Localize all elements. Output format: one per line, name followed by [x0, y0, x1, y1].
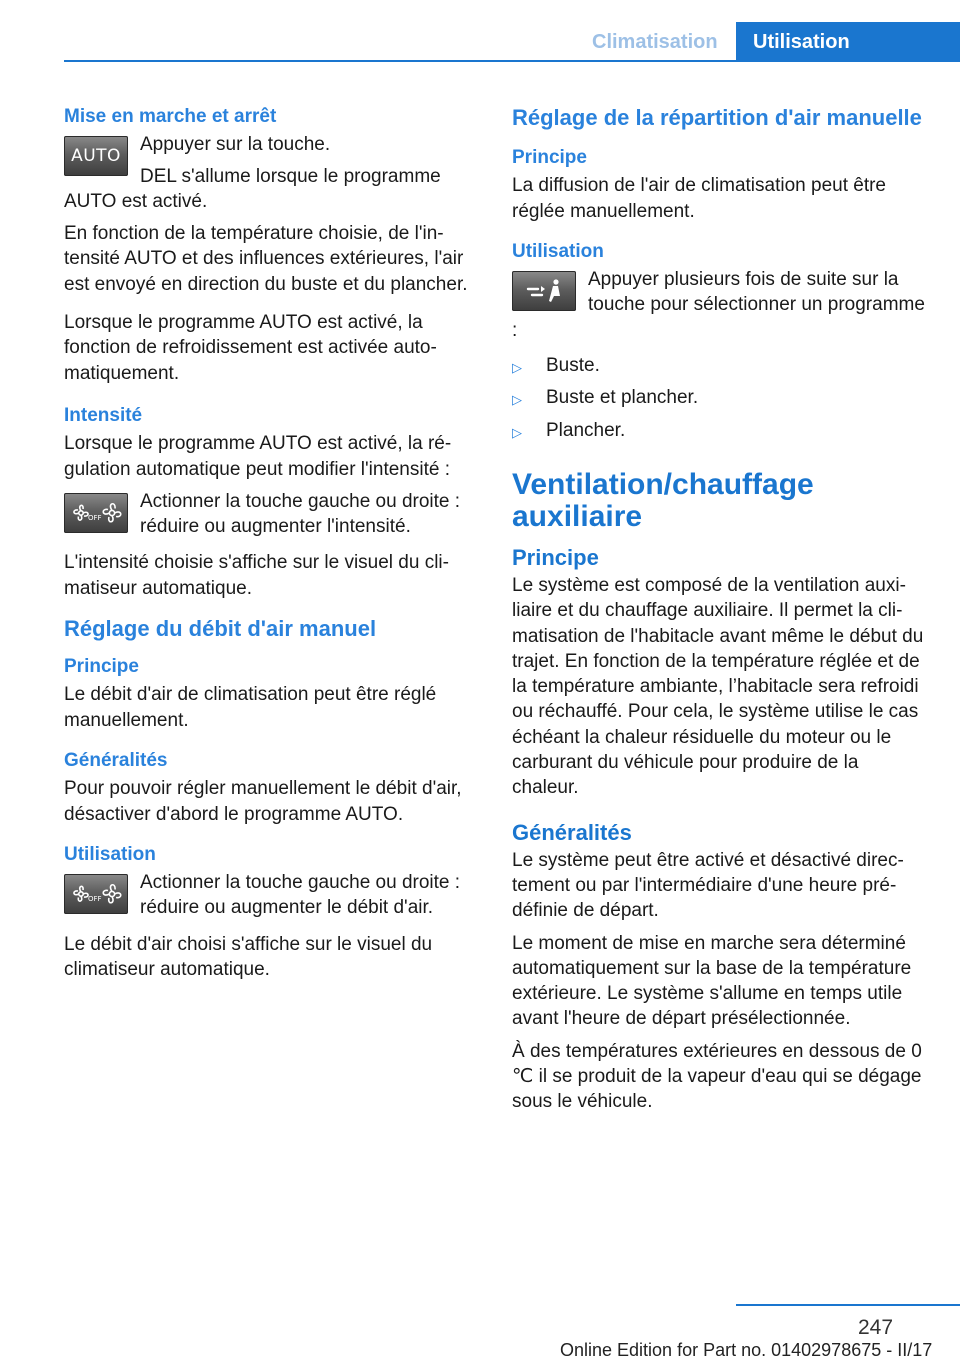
debit-principe-paragraph: Le débit d'air de climatisation peut être réglé manuellement.: [64, 684, 437, 731]
heading-mise-en-marche: Mise en marche et arrêt: [64, 106, 277, 127]
list-item: ▷ Plancher.: [512, 418, 928, 443]
auto-button-label: AUTO: [71, 145, 121, 166]
header-section-title: Climatisation: [592, 31, 718, 53]
bullet-triangle-icon: ▷: [512, 360, 522, 376]
debit-final-paragraph: Le débit d'air choisi s'affiche sur le visuel du climatiseur automatique.: [64, 933, 433, 981]
header-active-tab: [736, 22, 960, 62]
intensite-paragraph-2: L'intensité choisie s'affiche sur le visuel du climatiseur automatique.: [64, 552, 449, 599]
debit-icon-text: Actionner la touche gauche ou droite : réduire ou augmenter le débit d'air.: [140, 872, 461, 919]
heading-repartition-principe: Principe: [512, 147, 587, 168]
heading-vent-principe: Principe: [512, 544, 599, 570]
mise-line-1: Appuyer sur la touche.: [140, 134, 331, 156]
edition-note: Online Edition for Part no. 01402978675 - II/17: [560, 1340, 933, 1360]
mise-paragraph-3: Lorsque le programme AUTO est activé, la fonction de refroidissement est activée automatiquement.: [64, 312, 437, 384]
fan-button-row-1: [64, 489, 482, 540]
debit-generalites-paragraph: Pour pouvoir régler manuellement le débit d'air, désactiver d'abord le programme AUTO.: [64, 778, 462, 825]
header-active-tab-label: Utilisation: [753, 31, 850, 53]
heading-debit-air: Réglage du débit d'air manuel: [64, 616, 377, 642]
heading-vent-generalites: Généralités: [512, 819, 632, 845]
intensite-icon-text: Actionner la touche gauche ou droite : réduire ou augmenter l'intensité.: [140, 490, 461, 538]
fan-speed-button-icon-2: [64, 874, 128, 914]
heading-debit-principe: Principe: [64, 656, 139, 678]
heading-debit-utilisation: Utilisation: [64, 843, 156, 865]
heading-repartition: Réglage de la répartition d'air manuelle: [512, 105, 922, 130]
svg-text:OFF: OFF: [88, 895, 102, 904]
heading-ventilation-chauffage: Ventilation/chauffage auxiliaire: [512, 467, 814, 533]
page-header: [0, 0, 960, 62]
vent-generalites-paragraph-1: Le système peut être activé et désactivé directement ou par l'intermédiaire d'une heure prédéfinie de départ.: [512, 849, 904, 922]
svg-text:OFF: OFF: [88, 513, 102, 522]
list-item: ▷ Buste.: [512, 353, 928, 378]
vent-generalites-paragraph-2: Le moment de mise en marche sera déterminé automatiquement sur la base de la température extérieure. Le système s'allume en temps utile avant l'heure de départ présélectionnée.: [512, 932, 912, 1030]
header-rule: [64, 60, 736, 62]
vent-principe-paragraph: Le système est composé de la ventilation auxiliaire et du chauffage auxiliaire. Il permet la climatisation de l'habitacle avant même le début du trajet. En fonction de la température réglée et de la température ambiante, l’habitacle sera refroidi ou réchauffé. Pour cela, le système utilise le cas échéant la chaleur résiduelle du moteur ou le carburant du véhicule pour produire de la chaleur.: [512, 574, 924, 799]
fan-speed-button-icon: [64, 493, 128, 533]
page-number: 247: [858, 1316, 894, 1339]
repartition-principe-paragraph: La diffusion de l'air de climatisation peut être réglée manuellement.: [512, 175, 886, 222]
heading-repartition-utilisation: Utilisation: [512, 240, 604, 262]
auto-button-icon: [64, 136, 128, 176]
auto-button-row: [64, 132, 482, 214]
vent-generalites-paragraph-3: À des températures extérieures en dessous de 0 ℃ il se produit de la vapeur d'eau qui se dégage sous le véhicule.: [512, 1040, 922, 1113]
right-column: [512, 104, 928, 1122]
air-distribution-button-row: [512, 267, 928, 343]
air-distribution-button-icon: [512, 271, 576, 311]
bullet-triangle-icon: ▷: [512, 392, 522, 408]
repartition-icon-text: Appuyer plusieurs fois de suite sur la touche pour sélectionner un programme :: [512, 269, 925, 341]
footer-rule: [736, 1304, 960, 1306]
intensite-paragraph-1: Lorsque le programme AUTO est activé, la régulation automatique peut modifier l'intensité :: [64, 433, 452, 480]
mise-line-2: DEL s'allume lorsque le programme AUTO est activé.: [64, 165, 441, 212]
bullet-triangle-icon: ▷: [512, 424, 522, 440]
heading-intensite: Intensité: [64, 404, 143, 426]
air-program-list: [512, 353, 928, 443]
list-item: ▷ Buste et plancher.: [512, 385, 928, 410]
mise-paragraph-2: En fonction de la température choisie, de l'intensité AUTO et des influences extérieures, l'air est envoyé en direction du buste et du plancher.: [64, 223, 468, 295]
left-column: [64, 104, 482, 989]
fan-button-row-2: [64, 870, 482, 921]
heading-debit-generalites: Généralités: [64, 749, 168, 771]
